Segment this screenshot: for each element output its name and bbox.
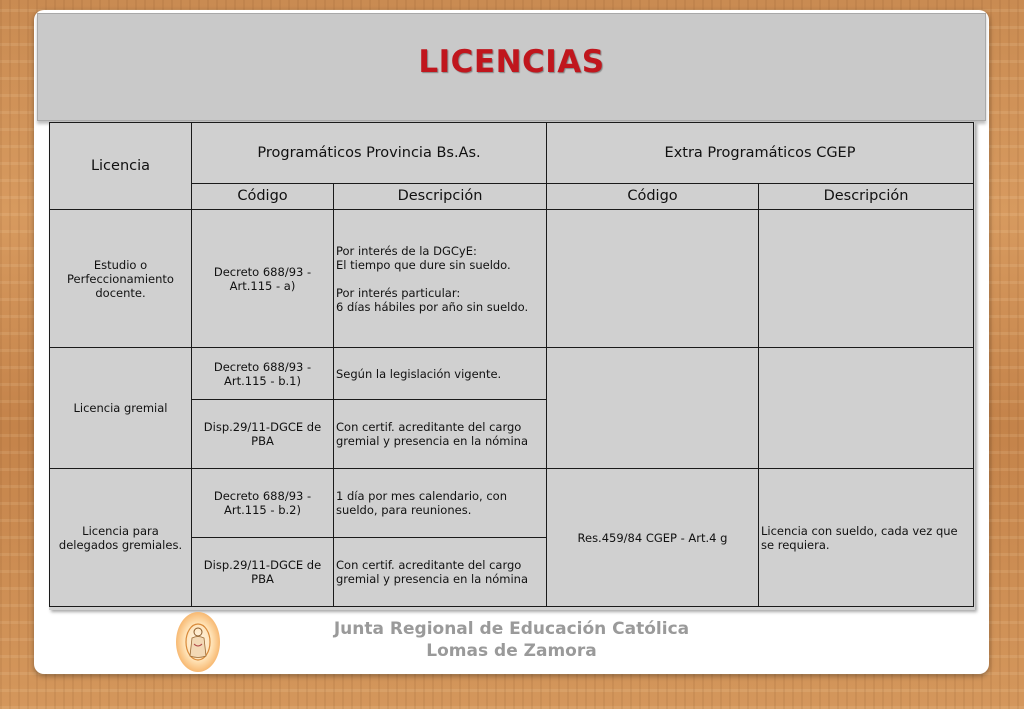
desc-line: El tiempo que dure sin sueldo.	[336, 257, 511, 272]
cell-codigo-estudio: Decreto 688/93 - Art.115 - a)	[192, 210, 334, 348]
title-bar	[37, 13, 986, 121]
footer-line-2: Lomas de Zamora	[426, 641, 597, 661]
cell-descripcion-cgep-delegados: Licencia con sueldo, cada vez que se requiera.	[759, 469, 974, 607]
header-extra-programaticos: Extra Programáticos CGEP	[547, 123, 974, 184]
cell-codigo-cgep-empty	[547, 210, 759, 348]
cell-codigo-cgep-delegados: Res.459/84 CGEP - Art.4 g	[547, 469, 759, 607]
header-descripcion-2: Descripción	[759, 183, 974, 209]
header-licencia: Licencia	[50, 123, 192, 210]
cell-descripcion-cgep-empty	[759, 348, 974, 469]
desc-spacer	[336, 272, 544, 286]
cell-codigo-cgep-empty	[547, 348, 759, 469]
desc-line: Por interés de la DGCyE:	[336, 243, 477, 258]
page-title: LICENCIAS	[418, 44, 605, 80]
footer	[34, 618, 989, 662]
cell-descripcion-delegados-a: 1 día por mes calendario, con sueldo, para reuniones.	[334, 469, 547, 538]
footer-line-1: Junta Regional de Educación Católica	[333, 619, 690, 639]
slide	[34, 10, 989, 674]
licencias-table	[49, 122, 974, 607]
header-codigo-2: Código	[547, 183, 759, 209]
cell-descripcion-gremial-b: Con certif. acreditante del cargo gremial y presencia en la nómina	[334, 400, 547, 469]
table-row	[50, 469, 974, 538]
cell-descripcion-estudio	[334, 210, 547, 348]
licencias-table-container	[49, 122, 975, 610]
cell-licencia-estudio: Estudio o Perfeccionamiento docente.	[50, 210, 192, 348]
cell-licencia-gremial: Licencia gremial	[50, 348, 192, 469]
table-row	[50, 210, 974, 348]
header-descripcion-1: Descripción	[334, 183, 547, 209]
cell-codigo-gremial-a: Decreto 688/93 - Art.115 - b.1)	[192, 348, 334, 400]
cell-codigo-delegados-a: Decreto 688/93 - Art.115 - b.2)	[192, 469, 334, 538]
header-codigo-1: Código	[192, 183, 334, 209]
desc-line: 6 días hábiles por año sin sueldo.	[336, 299, 529, 314]
cell-codigo-gremial-b: Disp.29/11-DGCE de PBA	[192, 400, 334, 469]
cell-descripcion-gremial-a: Según la legislación vigente.	[334, 348, 547, 400]
desc-line: Por interés particular:	[336, 285, 461, 300]
cell-codigo-delegados-b: Disp.29/11-DGCE de PBA	[192, 538, 334, 607]
cell-licencia-delegados: Licencia para delegados gremiales.	[50, 469, 192, 607]
header-row-1	[50, 123, 974, 184]
cell-descripcion-delegados-b: Con certif. acreditante del cargo gremial y presencia en la nómina	[334, 538, 547, 607]
table-row	[50, 348, 974, 400]
cell-descripcion-cgep-empty	[759, 210, 974, 348]
header-programaticos: Programáticos Provincia Bs.As.	[192, 123, 547, 184]
